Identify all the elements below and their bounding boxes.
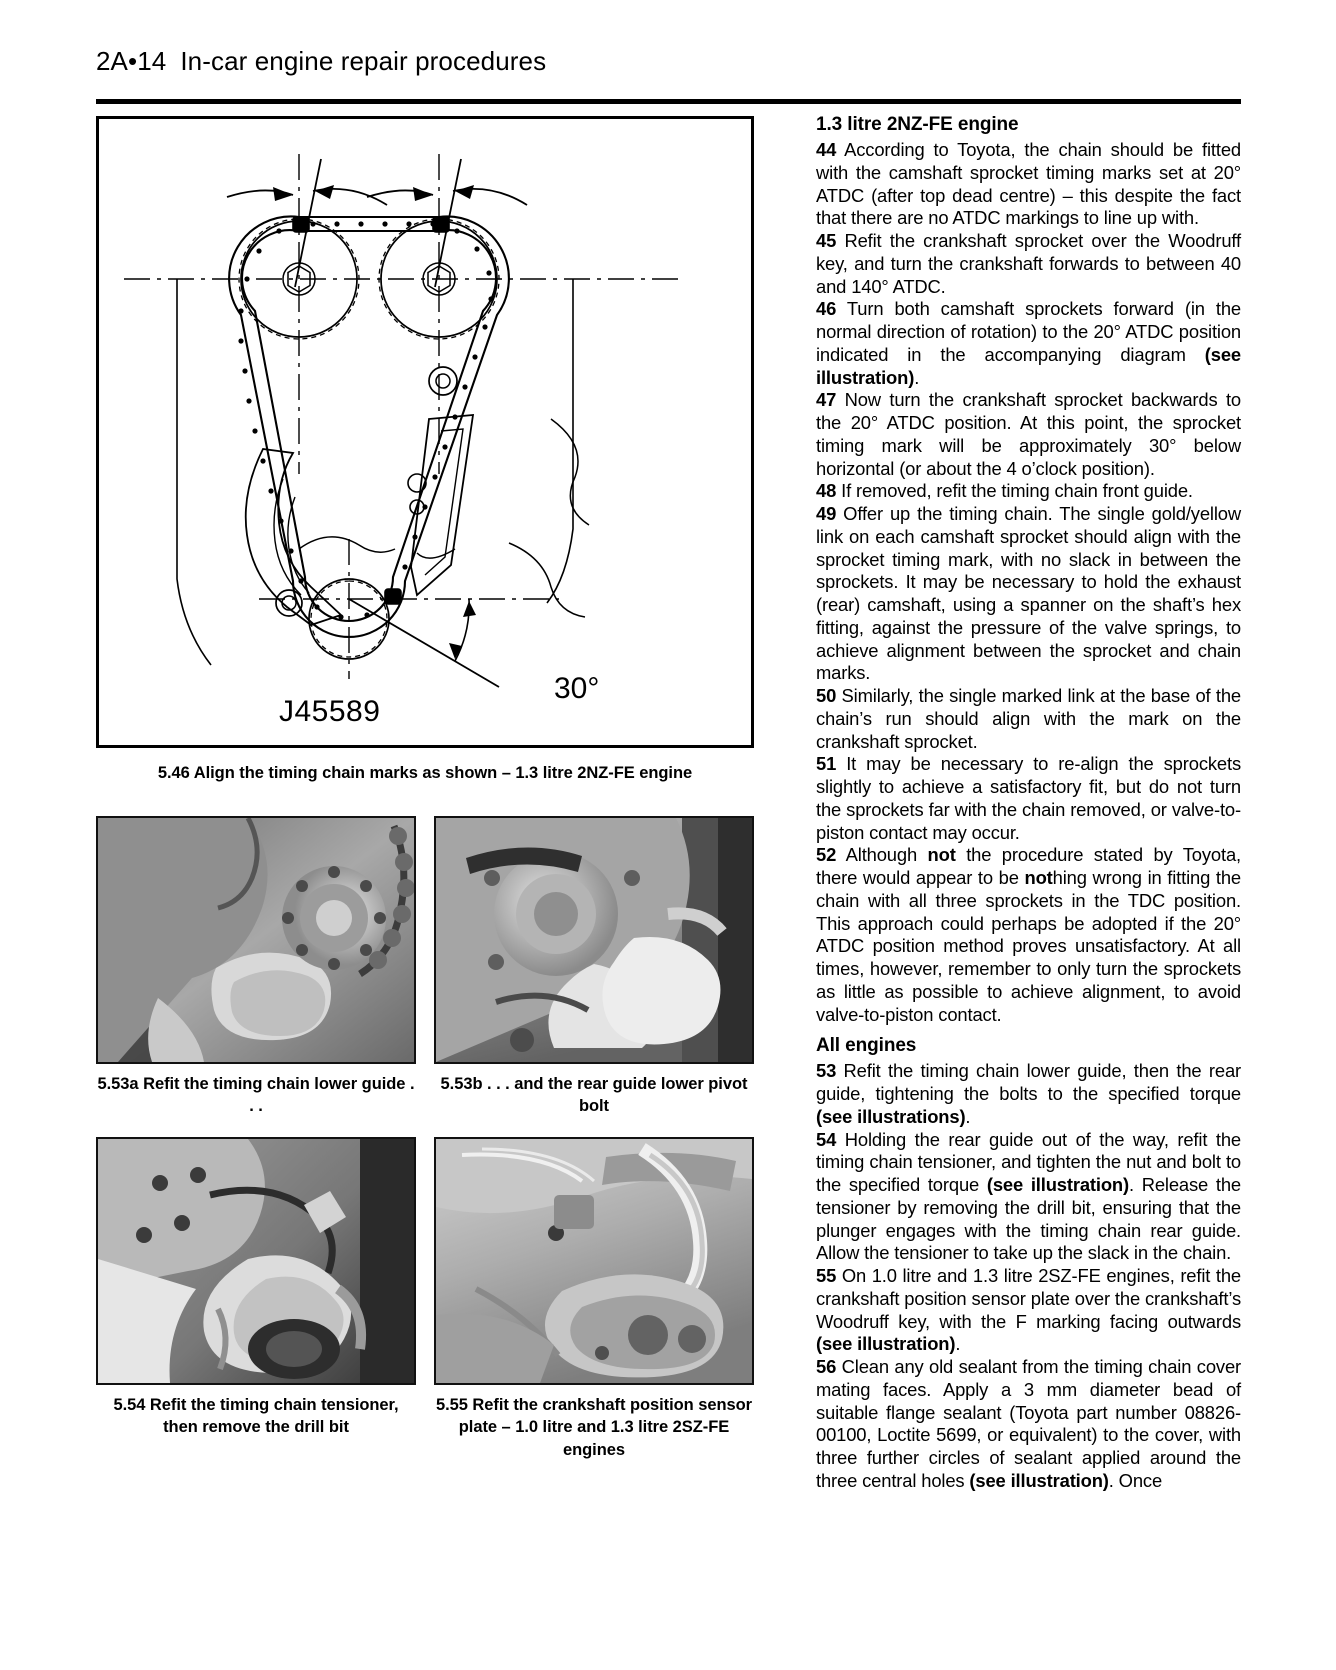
text-column — [816, 114, 1241, 1493]
photo-553a-image — [98, 818, 414, 1062]
photo-555 — [434, 1137, 754, 1385]
paragraph-44 — [816, 139, 1241, 230]
paragraph-number-45: 45 — [816, 230, 837, 251]
photo-caption-554: 5.54 Refit the timing chain tensioner, then remove the drill bit — [113, 1396, 399, 1437]
photo-caption-553a: 5.53a Refit the timing chain lower guide . . . — [97, 1075, 415, 1116]
paragraph-number-53: 53 — [816, 1060, 837, 1082]
photo-cell-553b — [434, 816, 754, 1117]
paragraph-text-49: Offer up the timing chain. The single gold/yellow link on each camshaft sprocket should align with the sprocket timing mark, with no slack in between the sprockets. It may be necessary to hold the exhaust (rear) camshaft, using a spanner on the shaft’s hex fitting, against the pressure of the valve springs, to achieve alignment between the sprocket and chain marks. — [816, 503, 1241, 684]
paragraph-text-50: Similarly, the single marked link at the base of the chain’s run should align with the mark on the crankshaft sprocket. — [816, 685, 1241, 752]
paragraph-48 — [816, 480, 1241, 503]
paragraph-text-48: If removed, refit the timing chain front guide. — [841, 480, 1193, 502]
paragraph-text-52: Although not the procedure stated by Toyota, there would appear to be nothing wrong in fitting the chain with all three sprockets in the TDC position. This approach could perhaps be adopted if the 20° ATDC position method proves unsatisfactory. At all times, however, remember to only turn the sprockets as little as possible to achieve alignment, to avoid valve-to-piston contact. — [816, 844, 1241, 1025]
photo-cell-555 — [434, 1137, 754, 1460]
paragraph-number-51: 51 — [816, 753, 837, 775]
photo-553b-image — [436, 818, 752, 1062]
paragraph-number-47: 47 — [816, 389, 837, 411]
photo-row-bottom — [96, 1137, 754, 1460]
paragraph-number-55: 55 — [816, 1265, 837, 1286]
paragraph-number-56: 56 — [816, 1356, 837, 1377]
paragraph-text-55: On 1.0 litre and 1.3 litre 2SZ-FE engines, refit the crankshaft position sensor plate over the crankshaft’s Woodruff key, with the F marking facing outwards (see illustration). — [816, 1265, 1242, 1355]
diagram-angle-label: 30° — [554, 672, 600, 705]
page-folio: 2A•14 — [96, 46, 167, 76]
paragraph-text-53: Refit the timing chain lower guide, then the rear guide, tightening the bolts to the specified torque (see illustrations). — [816, 1060, 1241, 1127]
paragraph-text-56: Clean any old sealant from the timing chain cover mating faces. Apply a 3 mm diameter bead of suitable flange sealant (Toyota part number 08826-00100, Loctite 5699, or equivalent) to the cover, with three further circles of sealant applied around the three central holes (see illustration). Once — [816, 1356, 1241, 1491]
photo-cell-554 — [96, 1137, 416, 1460]
section-heading-2: All engines — [816, 1035, 917, 1057]
diagram-reference-code: J45589 — [279, 695, 381, 728]
paragraph-55 — [816, 1265, 1241, 1356]
header-rule — [96, 99, 1241, 104]
paragraph-number-44: 44 — [816, 139, 837, 160]
paragraph-text-44: According to Toyota, the chain should be fitted with the camshaft sprocket timing marks set at 20° ATDC (after top dead centre) – this despite the fact that there are no ATDC markings to line up with. — [816, 139, 1241, 229]
paragraph-51 — [816, 753, 1241, 844]
photo-555-image — [436, 1139, 752, 1383]
photo-cell-553a — [96, 816, 416, 1117]
paragraph-number-54: 54 — [816, 1128, 837, 1150]
figure-column — [96, 116, 756, 1481]
paragraph-text-46: Turn both camshaft sprockets forward (in the normal direction of rotation) to the 20° ATDC position indicated in the accompanying diagram (see illustration). — [816, 298, 1241, 388]
paragraph-45 — [816, 230, 1241, 298]
paragraph-50 — [816, 685, 1241, 753]
paragraph-number-49: 49 — [816, 503, 837, 524]
paragraph-number-52: 52 — [816, 844, 837, 866]
paragraph-text-47: Now turn the crankshaft sprocket backwards to the 20° ATDC position. At this point, the sprocket timing mark will be approximately 30° below horizontal (or about the 4 o’clock position). — [816, 389, 1241, 479]
paragraph-number-48: 48 — [816, 480, 837, 502]
paragraph-number-46: 46 — [816, 298, 837, 320]
paragraph-text-54: Holding the rear guide out of the way, refit the timing chain tensioner, and tighten the nut and bolt to the specified torque (see illustration). Release the tensioner by removing the drill bit, ensuring that the plunger engages with the timing chain rear guide. Allow the tensioner to take up the slack in the chain. — [816, 1128, 1242, 1264]
paragraph-number-50: 50 — [816, 685, 837, 706]
photo-554 — [96, 1137, 416, 1385]
timing-chain-diagram — [96, 116, 754, 748]
paragraph-46 — [816, 298, 1241, 389]
timing-chain-line-art — [99, 119, 751, 745]
paragraph-47 — [816, 389, 1241, 480]
photo-553b — [434, 816, 754, 1064]
paragraph-53 — [816, 1060, 1241, 1128]
paragraph-49 — [816, 503, 1241, 685]
page-title: In-car engine repair procedures — [180, 46, 547, 76]
photo-553a — [96, 816, 416, 1064]
figure-caption-546: 5.46 Align the timing chain marks as shown – 1.3 litre 2NZ-FE engine — [157, 764, 693, 782]
paragraph-56 — [816, 1356, 1241, 1493]
paragraph-text-45: Refit the crankshaft sprocket over the Woodruff key, and turn the crankshaft forwards to between 40 and 140° ATDC. — [816, 230, 1241, 297]
page-header — [96, 46, 546, 77]
photo-caption-553b: 5.53b . . . and the rear guide lower pivot bolt — [440, 1075, 748, 1116]
paragraph-54 — [816, 1129, 1241, 1266]
photo-caption-555: 5.55 Refit the crankshaft position sensor plate – 1.0 litre and 1.3 litre 2SZ-FE engines — [435, 1396, 753, 1459]
photo-554-image — [98, 1139, 414, 1383]
photo-grid — [96, 816, 754, 1461]
paragraph-52 — [816, 844, 1241, 1026]
paragraph-text-51: It may be necessary to re-align the sprockets slightly to achieve a satisfactory fit, but do not turn the sprockets far with the chain removed, or valve-to-piston contact may occur. — [816, 753, 1241, 843]
section-heading-1: 1.3 litre 2NZ-FE engine — [816, 114, 1019, 135]
photo-row-top — [96, 816, 754, 1117]
